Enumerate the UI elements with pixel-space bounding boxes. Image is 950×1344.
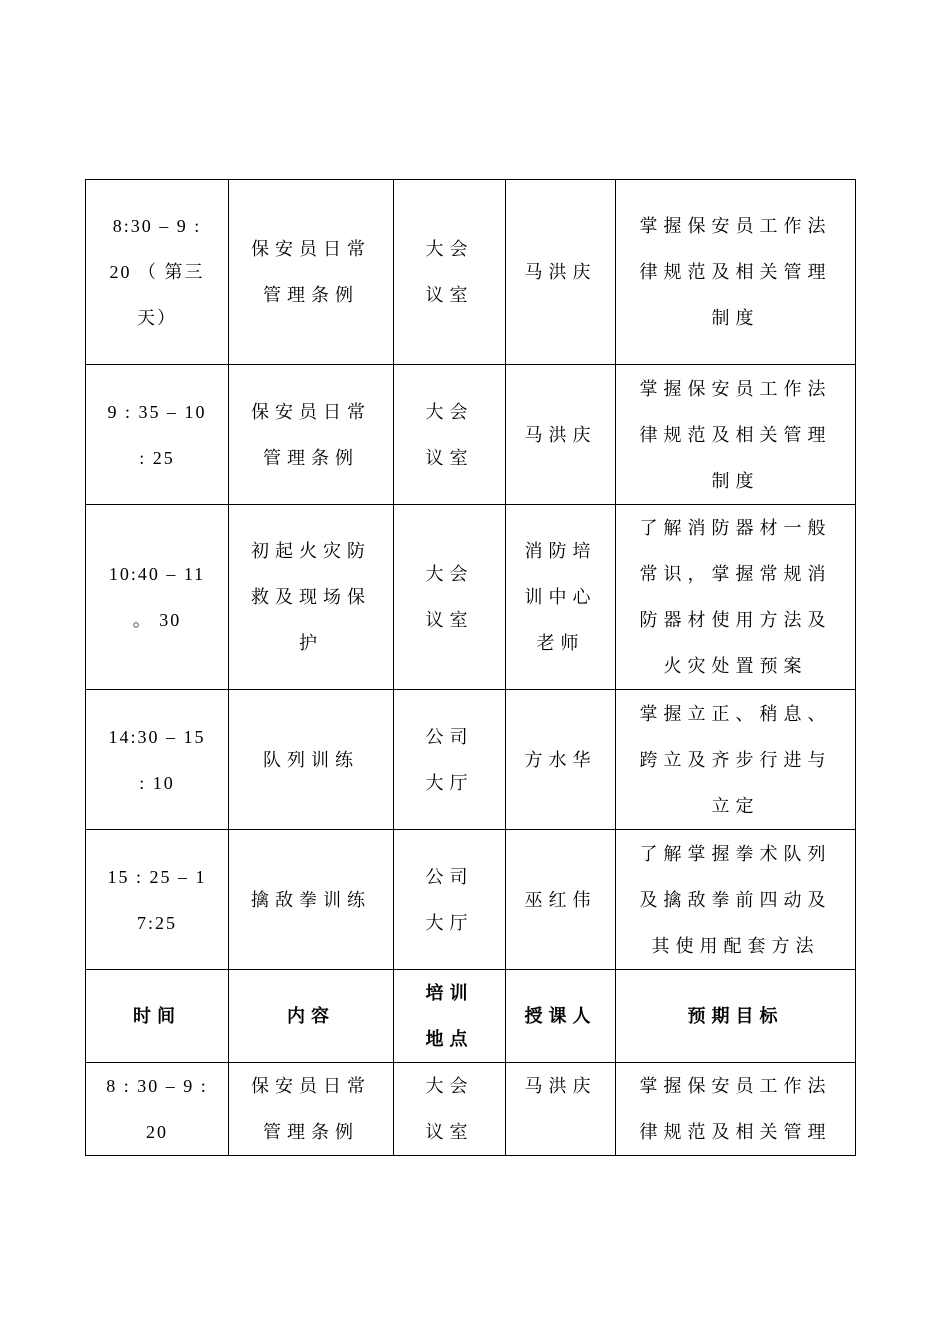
time-cell: 8:30 – 9 : 20 （ 第三天）	[86, 180, 229, 365]
instructor-cell: 消防培训中心老师	[506, 505, 616, 690]
content-cell: 擒敌拳训练	[229, 830, 394, 970]
instructor-cell: 方水华	[506, 690, 616, 830]
time-cell: 10:40 – 11 。 30	[86, 505, 229, 690]
header-location: 培训地点	[394, 970, 506, 1063]
content-cell: 保安员日常管理条例	[229, 365, 394, 505]
content-cell: 保安员日常管理条例	[229, 180, 394, 365]
goal-cell: 了解消防器材一般常识，掌握常规消防器材使用方法及火灾处置预案	[616, 505, 856, 690]
header-instructor: 授课人	[506, 970, 616, 1063]
goal-cell: 掌握保安员工作法律规范及相关管理制度	[616, 365, 856, 505]
table-row	[86, 690, 856, 830]
table-header-row	[86, 970, 856, 1063]
header-time: 时间	[86, 970, 229, 1063]
time-cell: 14:30 – 15 : 10	[86, 690, 229, 830]
instructor-cell: 马洪庆	[506, 1063, 616, 1156]
table-row	[86, 365, 856, 505]
table-row	[86, 505, 856, 690]
table-row	[86, 1063, 856, 1156]
goal-cell: 了解掌握拳术队列及擒敌拳前四动及其使用配套方法	[616, 830, 856, 970]
header-goal: 预期目标	[616, 970, 856, 1063]
instructor-cell: 巫红伟	[506, 830, 616, 970]
header-content: 内容	[229, 970, 394, 1063]
goal-cell: 掌握保安员工作法律规范及相关管理	[616, 1063, 856, 1156]
location-cell: 公司大厅	[394, 690, 506, 830]
content-cell: 队列训练	[229, 690, 394, 830]
instructor-cell: 马洪庆	[506, 365, 616, 505]
location-cell: 大会议室	[394, 505, 506, 690]
location-cell: 大会议室	[394, 365, 506, 505]
location-cell: 大会议室	[394, 180, 506, 365]
location-cell: 公司大厅	[394, 830, 506, 970]
training-schedule-table	[85, 179, 856, 1156]
goal-cell: 掌握保安员工作法律规范及相关管理制度	[616, 180, 856, 365]
time-cell: 8 : 30 – 9 : 20	[86, 1063, 229, 1156]
content-cell: 初起火灾防救及现场保护	[229, 505, 394, 690]
goal-cell: 掌握立正、稍息、跨立及齐步行进与立定	[616, 690, 856, 830]
table-row	[86, 180, 856, 365]
table-row	[86, 830, 856, 970]
location-cell: 大会议室	[394, 1063, 506, 1156]
time-cell: 9 : 35 – 10 : 25	[86, 365, 229, 505]
content-cell: 保安员日常管理条例	[229, 1063, 394, 1156]
instructor-cell: 马洪庆	[506, 180, 616, 365]
time-cell: 15 : 25 – 17:25	[86, 830, 229, 970]
